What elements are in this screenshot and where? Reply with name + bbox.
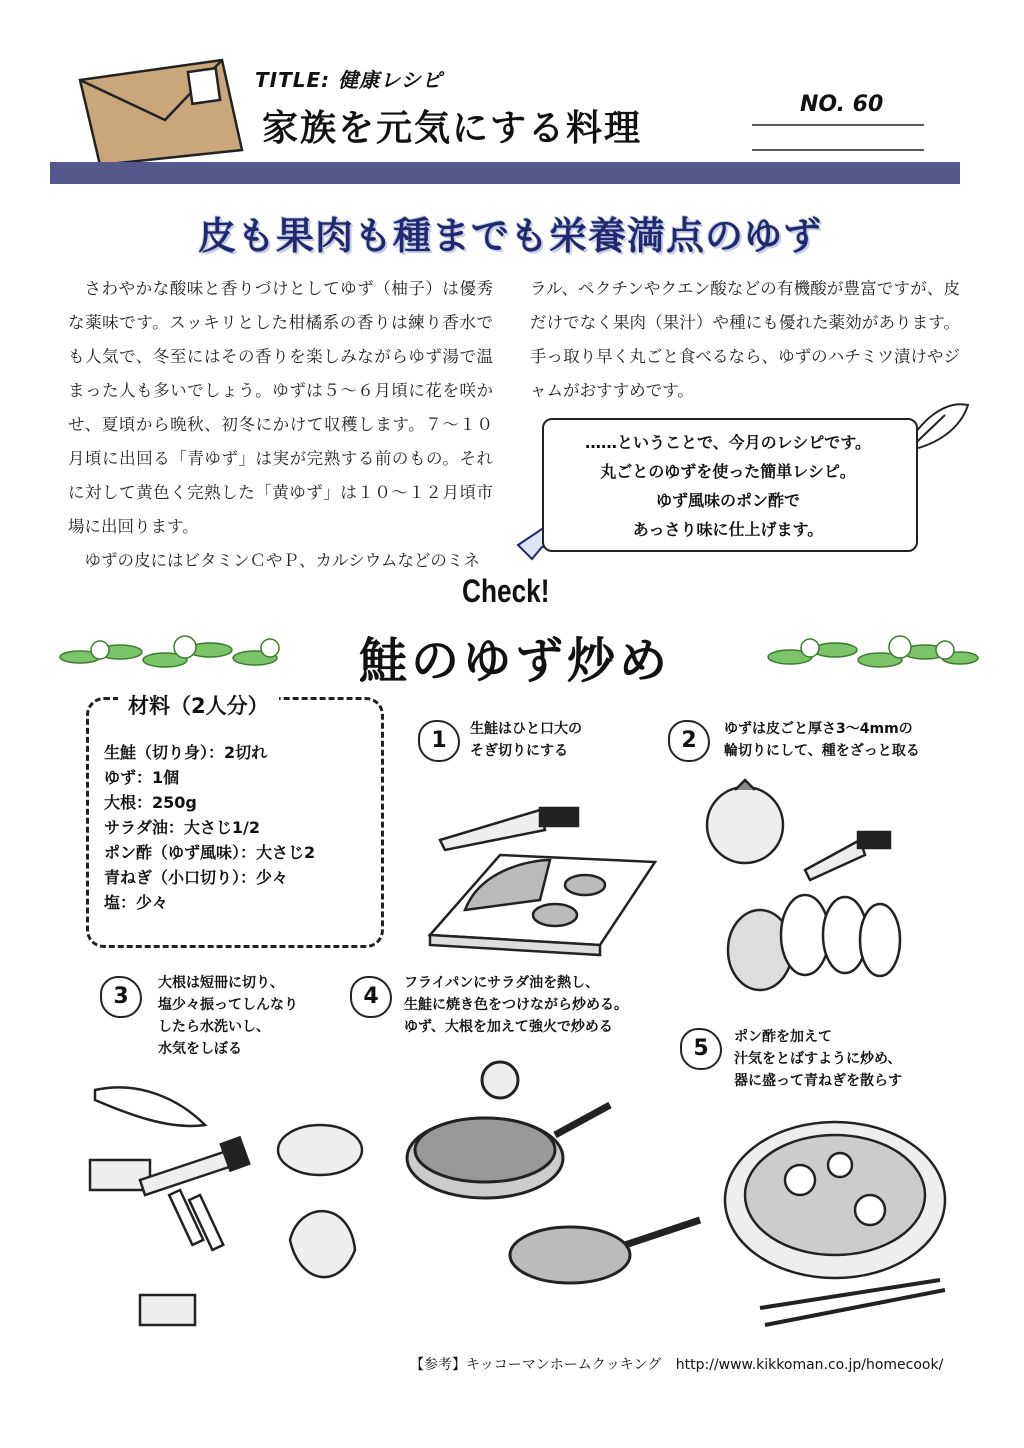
- article-paragraph: ラル、ペクチンやクエン酸などの有機酸が豊富ですが、皮だけでなく果肉（果汁）や種にも優れた薬効があります。手っ取り早く丸ごと食べるなら、ゆずのハチミツ漬けやジャムがおすすめです。: [530, 279, 960, 400]
- step-5-number: 5: [680, 1028, 722, 1070]
- recipe-title: 鮭のゆず炒め: [358, 633, 671, 689]
- leaf-garland-right-icon: [768, 636, 978, 667]
- step-4-text: [404, 972, 628, 1038]
- step-line: ゆず、大根を加えて強火で炒める: [404, 1019, 613, 1035]
- article-headline: 皮も果肉も種までも栄養満点のゆず: [197, 214, 822, 258]
- note-line: 丸ごとのゆずを使った簡単レシピ。: [600, 462, 856, 481]
- note-line: あっさり味に仕上げます。: [632, 520, 824, 539]
- credit-url-link[interactable]: http://www.kikkoman.co.jp/homecook/: [675, 1357, 944, 1373]
- header-band: [50, 162, 960, 184]
- step-2-number: 2: [668, 720, 710, 762]
- cutting-board-salmon-drawing: [430, 808, 655, 955]
- step-1-number: 1: [418, 720, 460, 762]
- note-text: [552, 428, 904, 544]
- note-line: ゆず風味のポン酢で: [655, 491, 800, 510]
- step-line: 生鮭はひと口大の: [470, 721, 582, 737]
- page-title: 家族を元気にする料理: [262, 108, 643, 149]
- article-paragraph: ゆずの皮にはビタミンＣやＰ、カルシウムなどのミネ: [84, 551, 480, 570]
- credit-label: 【参考】キッコーマンホームクッキング: [410, 1357, 662, 1373]
- step-2-text: [724, 718, 920, 762]
- step-line: 生鮭に焼き色をつけながら炒める。: [404, 997, 628, 1013]
- ingredient-item: ゆず：1個: [104, 768, 180, 787]
- ingredient-item: 生鮭（切り身）：2切れ: [104, 743, 268, 762]
- article-paragraph: さわやかな酸味と香りづけとしてゆず（柚子）は優秀な薬味です。スッキリとした柑橘系の香りは練り香水でも人気で、冬至にはその香りを楽しみながらゆず湯で温まった人も多いでしょう。ゆずは５～６月頃に花を咲かせ、夏頃から晩秋、初冬にかけて収穫します。７～１０月頃に出回る「青ゆず」は実が完熟する前のもの。それに対して黄色く完熟した「黄ゆず」は１０～１２月頃市場に出回ります。: [68, 279, 493, 536]
- ingredient-item: 青ねぎ（小口切り）：少々: [104, 868, 289, 887]
- step-3-text: [158, 972, 298, 1060]
- ingredient-item: 塩：少々: [104, 893, 169, 912]
- step-3-number: 3: [100, 976, 142, 1018]
- step-line: 水気をしぼる: [158, 1041, 242, 1057]
- header-label: TITLE: 健康レシピ: [255, 68, 443, 92]
- ingredient-item: ポン酢（ゆず風味）：大さじ2: [104, 843, 316, 862]
- step-4-number: 4: [350, 976, 392, 1018]
- ingredient-item: 大根：250g: [104, 793, 197, 812]
- step-line: したら水洗いし、: [158, 1019, 270, 1035]
- frying-pan-drawing: [407, 1062, 700, 1283]
- daikon-drawing: [90, 1087, 362, 1325]
- ingredients-list: [104, 740, 315, 915]
- step-line: 汁気をとばすように炒め、: [734, 1051, 902, 1067]
- step-5-text: [734, 1026, 902, 1092]
- ingredient-item: サラダ油：大さじ1/2: [104, 818, 260, 837]
- article-column-2: [530, 272, 960, 408]
- issue-number: NO. 60: [800, 92, 884, 117]
- step-line: 塩少々振ってしんなり: [158, 997, 298, 1013]
- finished-dish-plate-drawing: [725, 1122, 945, 1325]
- step-line: 大根は短冊に切り、: [158, 975, 284, 991]
- leaf-garland-left-icon: [60, 636, 279, 667]
- step-line: フライパンにサラダ油を熱し、: [404, 975, 600, 991]
- envelope-icon: [80, 60, 242, 165]
- note-line: ……ということで、今月のレシピです。: [584, 433, 871, 452]
- yuzu-slices-drawing: [707, 780, 900, 990]
- check-label: Check!: [462, 573, 550, 609]
- article-column-1: [68, 272, 493, 578]
- step-line: ポン酢を加えて: [734, 1029, 832, 1045]
- step-line: 器に盛って青ねぎを散らす: [734, 1073, 902, 1089]
- step-1-text: [470, 718, 582, 762]
- step-line: 輪切りにして、種をざっと取る: [724, 743, 920, 759]
- step-line: ゆずは皮ごと厚さ3～4mmの: [724, 721, 913, 737]
- step-line: そぎ切りにする: [470, 743, 568, 759]
- ingredients-title: 材料（2人分）: [118, 690, 279, 720]
- reference-credit: [410, 1354, 953, 1374]
